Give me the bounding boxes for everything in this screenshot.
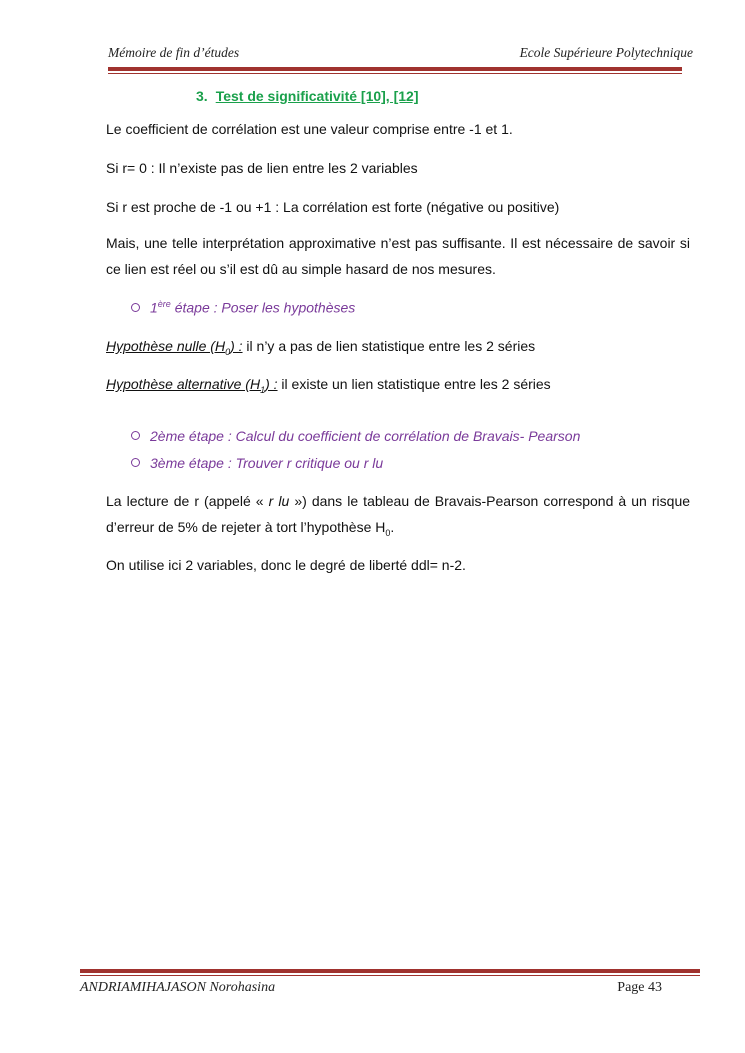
footer-author: ANDRIAMIHAJASON Norohasina [80, 980, 276, 995]
header-right: Ecole Supérieure Polytechnique [519, 45, 693, 60]
header-rule-thin [108, 73, 682, 74]
bullet-circle-icon [131, 431, 140, 440]
section-title-text: Test de significativité [10], [12] [215, 88, 419, 104]
hypothesis-null [106, 338, 535, 357]
header-rule [108, 67, 682, 71]
hypothesis-alternative-text: il existe un lien statistique entre les 2 séries [277, 376, 551, 392]
header-left: Mémoire de fin d’études [108, 45, 240, 60]
bullet-circle-icon [131, 458, 140, 467]
hypothesis-alternative-label: Hypothèse alternative $(H_1)$ : [106, 376, 278, 395]
step-1-num: 1 [150, 299, 158, 316]
section-number: 3. [196, 88, 208, 104]
bullet-circle-icon [131, 303, 140, 312]
paragraph-4: Mais, une telle interprétation approximative n’est pas suffisante. Il est nécessaire de savoir si ce lien est réel ou s’il est dû au simple hasard de nos mesures. [106, 235, 690, 277]
step-1-item [131, 299, 355, 316]
hypothesis-alternative [106, 376, 551, 395]
page-footer [80, 980, 662, 1000]
section-title [196, 88, 418, 104]
step-3-item [131, 455, 383, 471]
step-1-text: étape : Poser les hypothèses [170, 299, 356, 316]
step-3-text: 3ème étape : Trouver r critique ou r lu [150, 455, 384, 471]
paragraph-2: Si r= 0 : Il n’existe pas de lien entre les 2 variables [106, 160, 418, 176]
step-2-item [131, 428, 580, 444]
paragraph-3: Si r est proche de -1 ou +1 : La corrélation est forte (négative ou positive) [106, 199, 560, 215]
hypothesis-null-label: Hypothèse nulle $(H_0)$ : [106, 338, 243, 357]
footer-page-number: Page 43 [617, 980, 662, 995]
footer-rule-thin [80, 975, 700, 976]
paragraph-lecture: La lecture de r (appelé « r lu ») dans le tableau de Bravais-Pearson correspond à un risque d’erreur de 5% de rejeter à tort l’hypothèse $H_0$. [106, 493, 691, 538]
step-2-text: 2ème étape : Calcul du coefficient de corrélation de Bravais- Pearson [150, 428, 581, 444]
page-header [108, 45, 693, 65]
paragraph-last: On utilise ici 2 variables, donc le degré de liberté ddl= n-2. [106, 557, 466, 573]
footer-rule [80, 969, 700, 973]
hypothesis-null-text: il n’y a pas de lien statistique entre les 2 séries [242, 338, 536, 354]
step-1-sup: ère [157, 299, 171, 309]
paragraph-1: Le coefficient de corrélation est une valeur comprise entre -1 et 1. [106, 121, 513, 137]
